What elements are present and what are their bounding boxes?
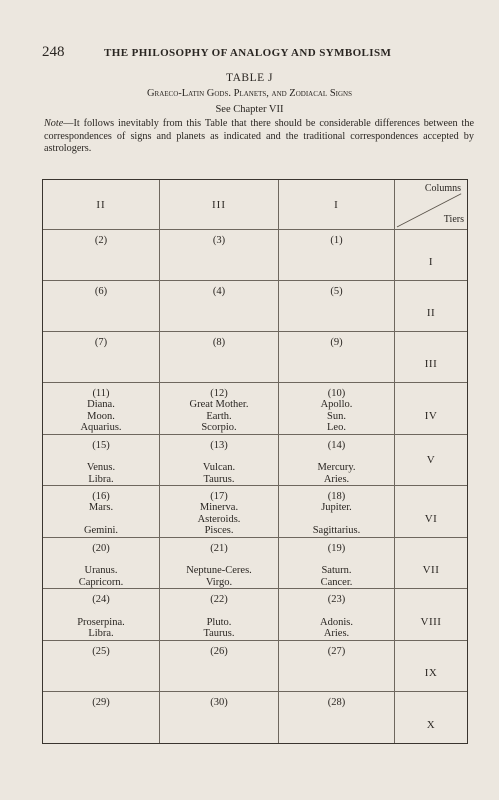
cell-number: (15) <box>92 439 110 451</box>
cell-number: (22) <box>210 594 228 606</box>
tier-label: IV <box>395 383 467 435</box>
cell-entry: Saturn. <box>321 565 352 577</box>
table-cell-column-ii <box>43 589 160 641</box>
cell-entry: Leo. <box>327 422 346 434</box>
cell-entry: Libra. <box>88 473 114 485</box>
page-number: 248 <box>42 44 65 60</box>
table-cell-column-ii <box>43 486 160 538</box>
cell-number: (18) <box>327 491 346 503</box>
table-label: TABLE J <box>226 72 273 84</box>
table-cell-column-iii <box>160 486 279 538</box>
cell-number: (27) <box>327 645 346 657</box>
table-cell-column-ii <box>43 538 160 590</box>
cell-number: (5) <box>330 286 343 298</box>
cell-entry: Pluto. <box>206 616 232 628</box>
cell-number: (26) <box>210 645 228 657</box>
table-cell-column-i <box>279 538 395 590</box>
cell-entry: Aquarius. <box>80 422 122 434</box>
table-cell-column-ii <box>43 383 160 435</box>
cell-entry: Moon. <box>87 410 115 422</box>
cell-number: (8) <box>212 337 226 349</box>
cell-number: (13) <box>210 439 228 451</box>
tier-label: IX <box>395 641 467 692</box>
cell-entry: Cancer. <box>320 576 353 588</box>
cell-entry: Mercury. <box>317 462 356 474</box>
cell-number: (20) <box>92 542 110 554</box>
cell-entry: Adonis. <box>320 616 353 628</box>
cell-entry: Gemini. <box>83 525 119 537</box>
cell-entry <box>279 605 394 617</box>
running-head <box>42 44 472 61</box>
cell-entry: Pisces. <box>204 525 234 537</box>
table-note <box>44 118 474 156</box>
column-header-i: I <box>279 180 395 230</box>
column-header-iii: III <box>160 180 279 230</box>
tier-label: VI <box>395 486 467 538</box>
cell-entry <box>160 554 278 566</box>
cell-entry: Minerva. <box>199 502 239 514</box>
columns-tiers-corner <box>395 180 467 230</box>
cell-number: (25) <box>92 645 110 657</box>
tier-label: VIII <box>395 589 467 641</box>
cell-number: (6) <box>94 286 108 298</box>
columns-label: Columns <box>424 183 461 194</box>
cell-entry <box>160 451 278 463</box>
cell-entry: Libra. <box>88 628 114 640</box>
cell-number: (21) <box>210 542 228 554</box>
cell-entry: Proserpina. <box>77 616 125 628</box>
cell-number: (24) <box>92 594 110 606</box>
cell-number: (23) <box>327 594 346 606</box>
cell-entry: Sagittarius. <box>312 525 361 537</box>
cell-number: (4) <box>212 286 226 298</box>
table-cell-column-i <box>279 435 395 487</box>
cell-entry <box>279 451 394 463</box>
table-cell-column-i <box>279 281 395 332</box>
tier-label: III <box>395 332 467 383</box>
table-cell-column-iii <box>160 281 279 332</box>
cell-entry: Great Mother. <box>189 399 249 411</box>
cell-entry: Venus. <box>86 462 116 474</box>
cell-entry: Taurus. <box>203 473 235 485</box>
cell-entry: Sun. <box>327 410 346 422</box>
table-cell-column-iii <box>160 589 279 641</box>
cell-entry: Mars. <box>88 502 114 514</box>
cell-entry <box>43 554 159 566</box>
tiers-label: Tiers <box>443 214 464 225</box>
table-cell-column-iii <box>160 383 279 435</box>
cell-number: (16) <box>92 491 110 503</box>
tier-label: II <box>395 281 467 332</box>
table-cell-column-iii <box>160 641 279 692</box>
cell-entry: Asteroids. <box>197 513 241 525</box>
table-cell-column-i <box>279 332 395 383</box>
cell-number: (1) <box>330 235 343 246</box>
cell-number: (30) <box>210 696 228 708</box>
table-cell-column-iii <box>160 332 279 383</box>
cell-entry: Capricorn. <box>78 576 124 588</box>
correspondence-table <box>42 179 468 744</box>
cell-entry: Taurus. <box>203 628 235 640</box>
cell-number: (3) <box>212 235 226 246</box>
cell-entry: Vulcan. <box>202 462 236 474</box>
table-cell-column-i <box>279 383 395 435</box>
table-subtitle: Graeco-Latin Gods. Planets, and Zodiacal Signs <box>146 88 353 99</box>
table-cell-column-i <box>279 641 395 692</box>
see-chapter-reference: See Chapter VII <box>215 104 284 115</box>
table-cell-column-iii <box>160 538 279 590</box>
cell-number: (9) <box>330 337 343 349</box>
cell-entry: Earth. <box>206 410 232 422</box>
cell-number: (14) <box>327 439 346 451</box>
cell-entry: Virgo. <box>205 576 233 588</box>
table-cell-column-ii <box>43 230 160 281</box>
table-cell-column-ii <box>43 435 160 487</box>
note-label: Note <box>44 118 64 129</box>
cell-entry: Apollo. <box>320 399 353 411</box>
tier-label: V <box>395 435 467 487</box>
cell-entry <box>43 605 159 617</box>
cell-entry: Aries. <box>323 473 350 485</box>
cell-number: (17) <box>210 491 228 503</box>
table-cell-column-iii <box>160 435 279 487</box>
cell-entry: Jupiter. <box>321 502 352 514</box>
cell-number: (28) <box>327 696 346 708</box>
table-cell-column-iii <box>160 230 279 281</box>
cell-entry: Scorpio. <box>201 422 237 434</box>
table-cell-column-ii <box>43 692 160 743</box>
table-cell-column-ii <box>43 281 160 332</box>
cell-number: (2) <box>94 235 108 246</box>
cell-entry <box>160 605 278 617</box>
cell-number: (12) <box>210 388 228 400</box>
tier-label: X <box>426 718 436 731</box>
table-cell-column-i <box>279 589 395 641</box>
tier-label: VII <box>395 538 467 590</box>
cell-number: (29) <box>92 696 110 708</box>
cell-entry: Uranus. <box>84 565 118 577</box>
running-title: THE PHILOSOPHY OF ANALOGY AND SYMBOLISM <box>104 47 392 59</box>
table-cell-column-ii <box>43 332 160 383</box>
table-cell-column-ii <box>43 641 160 692</box>
cell-number: (11) <box>92 388 110 400</box>
cell-entry: Neptune-Ceres. <box>186 565 252 577</box>
table-cell-column-i <box>279 486 395 538</box>
table-cell-column-i <box>279 230 395 281</box>
cell-entry <box>43 514 159 526</box>
cell-entry: Aries. <box>323 628 350 640</box>
tier-label: I <box>395 230 467 281</box>
cell-number: (10) <box>327 388 346 400</box>
cell-entry: Diana. <box>87 399 115 411</box>
cell-entry <box>43 451 159 463</box>
cell-number: (7) <box>94 337 108 349</box>
cell-number: (19) <box>327 542 346 554</box>
note-text: —It follows inevitably from this Table that there should be considerable differences between the correspondences of signs and planets as indicated and the traditional correspondences accepted by astrologers. <box>44 118 474 154</box>
table-cell-column-iii <box>160 692 279 743</box>
table-cell-column-i <box>279 692 395 743</box>
column-header-ii: II <box>43 180 160 230</box>
cell-entry <box>279 514 394 526</box>
cell-entry <box>279 554 394 566</box>
